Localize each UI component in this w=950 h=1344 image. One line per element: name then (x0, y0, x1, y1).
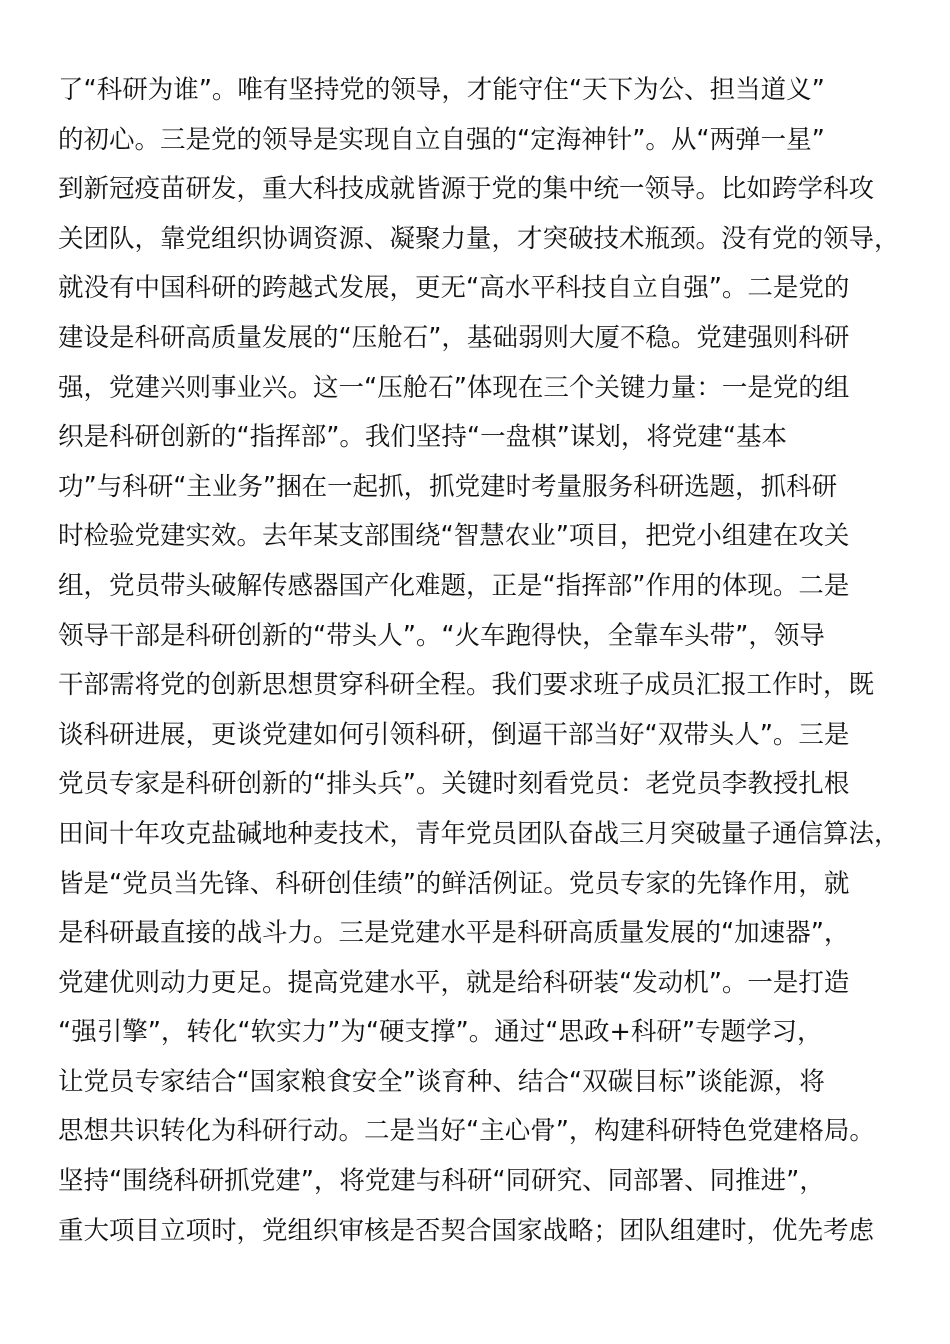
text-line-10: 时检验党建实效。去年某支部围绕“智慧农业”项目，把党小组建在攻关 (58, 521, 850, 552)
text-line-6: 建设是科研高质量发展的“压舱石”，基础弱则大厦不稳。党建强则科研 (58, 322, 850, 353)
text-line-7: 强，党建兴则事业兴。这一“压舱石”体现在三个关键力量：一是党的组 (58, 372, 850, 403)
text-line-9: 功”与科研“主业务”捆在一起抓，抓党建时考量服务科研选题，抓科研 (58, 471, 838, 502)
text-line-11: 组，党员带头破解传感器国产化难题，正是“指挥部”作用的体现。二是 (58, 570, 850, 601)
text-line-22: 思想共识转化为科研行动。二是当好“主心骨”，构建科研特色党建格局。 (58, 1116, 875, 1147)
text-line-13: 干部需将党的创新思想贯穿科研全程。我们要求班子成员汇报工作时，既 (58, 670, 875, 701)
text-line-1: 了“科研为谁”。唯有坚持党的领导，才能守住“天下为公、担当道义” (58, 75, 825, 105)
text-line-19: 党建优则动力更足。提高党建水平，就是给科研装“发动机”。一是打造 (58, 967, 850, 998)
text-line-2: 的初心。三是党的领导是实现自立自强的“定海神针”。从“两弹一星” (58, 124, 825, 155)
text-line-18: 是科研最直接的战斗力。三是党建水平是科研高质量发展的“加速器”， (58, 918, 850, 949)
text-line-8: 织是科研创新的“指挥部”。我们坚持“一盘棋”谋划，将党建“基本 (58, 422, 788, 453)
text-line-20: “强引擎”，转化“软实力”为“硬支撑”。通过“思政+科研”专题学习， (58, 1017, 823, 1048)
text-line-21: 让党员专家结合“国家粮食安全”谈育种、结合“双碳目标”谈能源，将 (58, 1066, 825, 1097)
text-line-15: 党员专家是科研创新的“排头兵”。关键时刻看党员：老党员李教授扎根 (58, 769, 850, 800)
text-line-4: 关团队，靠党组织协调资源、凝聚力量，才突破技术瓶颈。没有党的领导， (58, 223, 900, 254)
text-line-16: 田间十年攻克盐碱地种麦技术，青年党员团队奋战三月突破量子通信算法， (58, 818, 900, 849)
text-line-17: 皆是“党员当先锋、科研创佳绩”的鲜活例证。党员专家的先锋作用，就 (58, 868, 850, 899)
text-line-23: 坚持“围绕科研抓党建”，将党建与科研“同研究、同部署、同推进”， (58, 1166, 825, 1197)
text-line-24: 重大项目立项时，党组织审核是否契合国家战略；团队组建时，优先考虑 (58, 1215, 875, 1246)
body-text (58, 66, 918, 1256)
text-line-12: 领导干部是科研创新的“带头人”。“火车跑得快，全靠车头带”，领导 (58, 620, 825, 651)
text-line-5: 就没有中国科研的跨越式发展，更无“高水平科技自立自强”。二是党的 (58, 273, 850, 304)
text-line-3: 到新冠疫苗研发，重大科技成就皆源于党的集中统一领导。比如跨学科攻 (58, 174, 875, 205)
text-line-14: 谈科研进展，更谈党建如何引领科研，倒逼干部当好“双带头人”。三是 (58, 719, 850, 750)
